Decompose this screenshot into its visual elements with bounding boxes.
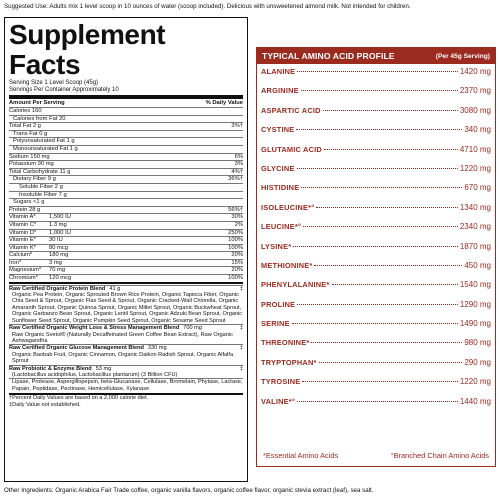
blend-section <box>9 344 243 364</box>
nutrient-row <box>9 115 243 123</box>
nutrient-label: Magnesium* <box>9 267 42 274</box>
nutrient-daily-value: 4%† <box>231 168 243 175</box>
legend-essential: *Essential Amino Acids <box>263 451 339 460</box>
serving-size: Serving Size 1 Level Scoop (45g) <box>9 80 99 86</box>
dotted-leader <box>311 342 462 343</box>
nutrient-label: Polyunsaturated Fat 1 g <box>13 138 75 145</box>
blend-daily-value: ‡ <box>239 345 243 352</box>
nutrient-label: Soluble Fiber 2 g <box>19 183 63 190</box>
nutrient-row <box>9 107 243 115</box>
blend-section <box>9 324 243 344</box>
nutrient-daily-value: 20% <box>231 267 243 274</box>
amino-acid-row <box>261 280 491 299</box>
nutrient-label: Chromium* <box>9 275 38 282</box>
suggested-use-text: Suggested Use: Adults mix 1 level scoop in 10 ounces of water (scoop included). Delicious with unsweetened almond milk. Not intended for children. <box>4 3 411 10</box>
nutrient-daily-value: 20% <box>231 252 243 259</box>
amino-acid-row <box>261 203 491 222</box>
nutrient-label: Calcium* <box>9 252 33 259</box>
nutrient-label: Total Carbohydrate 11 g <box>9 168 71 175</box>
amino-acid-row <box>261 397 491 416</box>
dotted-leader <box>301 90 458 91</box>
nutrient-amount: 1,000 IU <box>49 229 71 236</box>
amino-acid-row <box>261 183 491 202</box>
nutrient-label: Vitamin C* <box>9 221 37 228</box>
amino-acid-value: 1420 mg <box>459 67 491 76</box>
nutrient-row <box>9 183 243 191</box>
blend-amount: 53 mg <box>95 365 112 372</box>
amino-acid-name: ALANINE <box>261 67 296 76</box>
nutrient-daily-value: 15% <box>231 259 243 266</box>
blend-daily-value: ‡ <box>239 365 243 372</box>
nutrient-label: Vitamin D* <box>9 229 37 236</box>
blend-ingredients: Organic Pea Protein, Organic Sprouted Brown Rice Protein, Organic Tapioca Fiber, Organic Chia Seed & Sprout, Organic Flax Seed & Sprout, Organic Cracked-Wall Chlorella, Organic Amaranth Sprout, Organic Quinoa Sprout, Organic Millet Sprout, Organic Buckwheat Sprout, Organic Garbanzo Bean Sprout, Organic Lentil Sprout, Organic Adzuki Bean Sprout, Organic Sunflower Seed Sprout, Organic Pumpkin Seed Sprout, Organic Sesame Seed Sprout <box>12 292 243 324</box>
nutrient-row <box>9 236 243 244</box>
nutrient-label: Iron* <box>9 259 22 266</box>
dotted-leader <box>314 265 462 266</box>
dotted-leader <box>297 71 458 72</box>
amino-acid-name: METHIONINE* <box>261 260 313 270</box>
amino-acid-row <box>261 125 491 144</box>
nutrient-row <box>9 229 243 237</box>
servings-per-container: Servings Per Container Approximately 10 <box>9 87 119 93</box>
nutrient-row <box>9 145 243 153</box>
nutrient-amount: 1.3 mg <box>49 221 67 228</box>
footnote-daily-values: †Percent Daily Values are based on a 2,000 calorie diet. <box>9 395 149 402</box>
amino-acid-name: GLUTAMIC ACID <box>261 144 322 154</box>
amino-acid-name: VALINE*° <box>261 396 295 406</box>
blend-section <box>9 378 243 392</box>
amino-acid-name: TYROSINE <box>261 377 301 387</box>
amino-acid-name: GLYCINE <box>261 163 295 173</box>
blend-name-and-amount <box>9 345 167 351</box>
amino-acid-row <box>261 358 491 377</box>
blend-daily-value: ‡ <box>239 325 243 332</box>
nutrient-daily-value <box>219 146 243 153</box>
amino-acid-name: ARGININE <box>261 86 299 96</box>
nutrient-row <box>9 160 243 168</box>
amino-acid-row <box>261 106 491 125</box>
nutrient-label: Vitamin K* <box>9 244 36 251</box>
blend-amount: 41 g <box>109 285 121 292</box>
nutrient-row <box>9 206 243 214</box>
dotted-leader <box>301 187 462 188</box>
nutrient-daily-value <box>219 138 243 145</box>
nutrient-label: Calories from Fat 20 <box>13 115 66 122</box>
daily-value-label: % Daily Value <box>205 100 243 106</box>
nutrient-label: Calories 160 <box>9 108 42 114</box>
nutrient-label: Dietary Fiber 9 g <box>13 176 56 183</box>
nutrient-amount: 180 mg <box>49 252 69 259</box>
amino-acid-value: 290 mg <box>464 357 491 367</box>
nutrient-list <box>9 107 243 282</box>
dotted-leader <box>316 207 457 208</box>
blend-ingredients: (Lactobacillus acidophilus, Lactobacillus plantarum) (3 Billion CFU) <box>12 371 178 378</box>
nutrient-daily-value <box>219 184 243 191</box>
dotted-leader <box>297 304 458 305</box>
amino-acid-row <box>261 222 491 241</box>
amino-acid-value: 1490 mg <box>459 319 491 329</box>
nutrient-row <box>9 175 243 183</box>
dotted-leader <box>324 149 458 150</box>
blend-section <box>9 365 243 379</box>
amino-acid-value: 1340 mg <box>459 202 491 212</box>
legend-branched-chain: °Branched Chain Amino Acids <box>390 451 489 460</box>
amino-acid-name: PROLINE <box>261 299 296 309</box>
nutrient-daily-value: 250% <box>228 229 243 236</box>
nutrient-row <box>9 266 243 274</box>
amino-acid-name: PHENYLALANINE* <box>261 280 330 290</box>
amino-acid-row <box>261 319 491 338</box>
amino-acid-row <box>261 145 491 164</box>
amino-acid-value: 2340 mg <box>459 222 491 232</box>
amino-acid-serving: (Per 45g Serving) <box>435 52 490 60</box>
nutrient-row <box>9 153 243 161</box>
amino-acid-name: CYSTINE <box>261 125 295 135</box>
amount-per-serving-label: Amount Per Serving <box>9 100 65 106</box>
nutrient-label: Sugars <1 g <box>13 199 45 206</box>
amino-acid-value: 450 mg <box>464 260 491 270</box>
blend-name: Raw Probiotic & Enzyme Blend <box>9 365 92 372</box>
amount-header-row <box>9 100 243 107</box>
amino-acid-name: TRYPTOPHAN* <box>261 357 317 367</box>
amino-acid-row <box>261 261 491 280</box>
supplement-facts-panel <box>4 17 248 482</box>
amino-acid-value: 1440 mg <box>459 396 491 406</box>
nutrient-daily-value <box>219 199 243 206</box>
amino-acid-value: 1870 mg <box>459 241 491 251</box>
nutrient-daily-value: 100% <box>228 244 243 251</box>
blend-name-and-amount <box>9 325 202 331</box>
nutrient-row <box>9 198 243 206</box>
nutrient-row <box>9 251 243 259</box>
nutrient-label: Sodium 150 mg <box>9 153 50 160</box>
blend-daily-value: ‡ <box>239 285 243 292</box>
dotted-leader <box>292 323 458 324</box>
nutrient-row <box>9 259 243 267</box>
footnote-not-established: ‡Daily Value not established. <box>9 401 81 408</box>
nutrient-row <box>9 137 243 145</box>
amino-acid-row <box>261 86 491 105</box>
nutrient-daily-value <box>219 192 243 199</box>
blend-name: Raw Certified Organic Protein Blend <box>9 285 106 292</box>
amino-acid-row <box>261 377 491 396</box>
dotted-leader <box>332 284 458 285</box>
amino-acid-profile-panel <box>256 47 496 467</box>
amino-acid-name: LYSINE* <box>261 241 292 251</box>
amino-acid-row <box>261 338 491 357</box>
nutrient-daily-value: 6% <box>234 153 243 160</box>
blend-list <box>9 285 243 393</box>
amino-acid-name: SERINE <box>261 319 290 329</box>
amino-acid-value: 670 mg <box>464 183 491 193</box>
nutrient-amount: 3 mg <box>49 259 62 266</box>
nutrient-daily-value <box>219 108 243 115</box>
nutrient-daily-value: 3%† <box>231 123 243 130</box>
blend-ingredients: Raw Organic Svetol® (Naturally Decaffeinated Green Coffee Bean Extract), Raw Organic Ashwagandha <box>12 331 233 344</box>
amino-acid-value: 1540 mg <box>459 280 491 290</box>
nutrient-label: Total Fat 2 g <box>9 123 41 130</box>
nutrient-amount: 1,500 IU <box>49 214 71 221</box>
nutrient-label: Trans Fat 0 g <box>13 130 48 137</box>
nutrient-amount: 70 mg <box>49 267 66 274</box>
nutrient-row <box>9 274 243 282</box>
nutrient-daily-value <box>219 116 243 123</box>
nutrient-daily-value: 2% <box>234 221 243 228</box>
blend-ingredients: Lipase, Protease, Aspergillopepsin, beta-Glucanase, Cellulase, Bromelain, Phytase, Lactase, Papain, Peptidase, Pectinase, Hemicellulase, Xylanase <box>12 379 243 392</box>
blend-amount: 700 mg <box>183 325 202 332</box>
nutrient-daily-value: 100% <box>228 237 243 244</box>
amino-acid-value: 1220 mg <box>459 163 491 173</box>
amino-acid-value: 980 mg <box>464 338 491 348</box>
amino-acid-row <box>261 164 491 183</box>
supplement-facts-title: Supplement Facts <box>9 19 166 80</box>
amino-acid-title: TYPICAL AMINO ACID PROFILE <box>262 51 395 61</box>
amino-acid-value: 2370 mg <box>459 86 491 96</box>
amino-acid-name: ISOLEUCINE*° <box>261 202 315 212</box>
nutrient-amount: 120 mcg <box>49 275 72 282</box>
dotted-leader <box>296 129 462 130</box>
amino-acid-value: 3080 mg <box>459 105 491 115</box>
amino-acid-value: 1290 mg <box>459 299 491 309</box>
nutrient-row <box>9 191 243 199</box>
nutrient-daily-value: 56%† <box>228 206 243 213</box>
nutrient-label: Vitamin E* <box>9 237 36 244</box>
amino-acid-value: 4710 mg <box>459 144 491 154</box>
amino-acid-value: 1220 mg <box>459 377 491 387</box>
nutrient-amount: 30 IU <box>49 237 63 244</box>
divider <box>9 95 243 99</box>
nutrient-daily-value: 36%† <box>228 176 243 183</box>
other-ingredients-text: Other Ingredients: Organic Arabica Fair Trade coffee, organic vanilla flavors, organic coffee flavor, organic stevia extract (leaf), sea salt. <box>4 487 374 494</box>
dotted-leader <box>303 226 458 227</box>
nutrient-row <box>9 221 243 229</box>
amino-acid-row <box>261 67 491 86</box>
dotted-leader <box>319 362 463 363</box>
nutrient-daily-value <box>219 131 243 138</box>
amino-acid-name: LEUCINE*° <box>261 222 302 232</box>
amino-acid-legend <box>263 451 489 460</box>
nutrient-daily-value: 100% <box>228 275 243 282</box>
amino-acid-row <box>261 242 491 261</box>
nutrient-row <box>9 244 243 252</box>
blend-amount: 330 mg <box>147 345 167 352</box>
dotted-leader <box>297 401 458 402</box>
nutrient-daily-value: 3% <box>234 161 243 168</box>
blend-name-and-amount <box>9 366 111 372</box>
nutrient-label: Potassium 90 mg <box>9 161 54 168</box>
dotted-leader <box>302 381 457 382</box>
nutrient-label: Vitamin A* <box>9 214 36 221</box>
dotted-leader <box>297 168 458 169</box>
nutrient-daily-value: 30% <box>231 214 243 221</box>
amino-acid-list <box>257 64 495 416</box>
dotted-leader <box>323 110 458 111</box>
nutrient-row <box>9 213 243 221</box>
blend-ingredients: Organic Baobab Fruit, Organic Cinnamon, Organic Daikon Radish Sprout, Organic Alfalfa Sprout <box>12 351 234 365</box>
blend-section <box>9 285 243 324</box>
nutrient-label: Protein 28 g <box>9 206 41 213</box>
nutrient-row <box>9 168 243 176</box>
blend-name: Raw Certified Organic Glucose Management Blend <box>9 345 144 352</box>
nutrient-label: Monounsaturated Fat 1 g <box>13 145 78 152</box>
amino-acid-value: 340 mg <box>464 125 491 135</box>
nutrient-amount: 80 mcg <box>49 244 69 251</box>
amino-acid-name: ASPARTIC ACID <box>261 105 321 115</box>
amino-acid-name: THREONINE* <box>261 338 310 348</box>
blend-name: Raw Certified Organic Weight Loss & Stress Management Blend <box>9 325 180 332</box>
dotted-leader <box>293 246 458 247</box>
amino-acid-name: HISTIDINE <box>261 183 300 193</box>
nutrient-label: Insoluble Fiber 7 g <box>19 191 67 198</box>
amino-acid-row <box>261 300 491 319</box>
nutrient-row <box>9 122 243 130</box>
nutrient-row <box>9 130 243 138</box>
amino-acid-header <box>257 48 495 64</box>
